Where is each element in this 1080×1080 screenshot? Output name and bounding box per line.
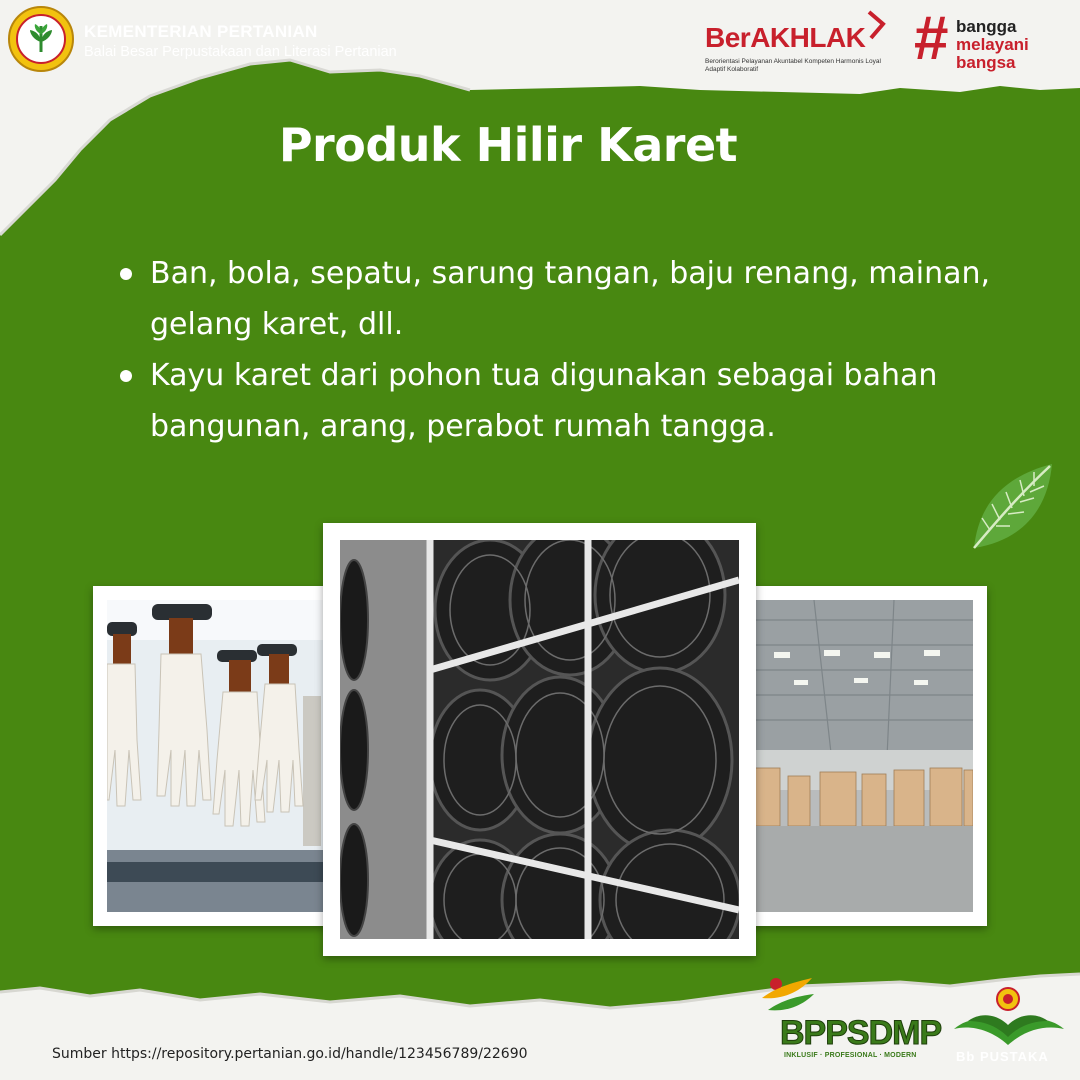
- berakhlak-wordmark: BerAKHLAK: [705, 22, 866, 53]
- bppsdmp-logo: [758, 972, 942, 1068]
- bullet-text: Kayu karet dari pohon tua digunakan sebagai bahan bangunan, arang, perabot rumah tangga.: [150, 358, 938, 444]
- ministry-header: [0, 0, 430, 90]
- leaf-icon: [968, 460, 1058, 556]
- pustaka-wordmark: Bb PUSTAKA: [956, 1049, 1049, 1064]
- bangga-text: [956, 18, 1029, 72]
- bangga-line-3: bangsa: [956, 53, 1016, 72]
- berakhlak-logo: [705, 10, 895, 80]
- ministry-subtitle: Balai Besar Perpustakaan dan Literasi Pertanian: [84, 44, 397, 60]
- page-title: Produk Hilir Karet: [278, 118, 738, 172]
- photo-tire-rack: [323, 523, 756, 956]
- bangga-line-2: melayani: [956, 35, 1029, 54]
- ministry-name: KEMENTERIAN PERTANIAN: [84, 22, 318, 41]
- bullet-dot: [120, 268, 132, 280]
- berakhlak-tagline: Berorientasi Pelayanan Akuntabel Kompeten Harmonis Loyal Adaptif Kolaboratif: [705, 58, 881, 73]
- bppsdmp-logo-icon: [758, 972, 818, 1016]
- bangga-melayani-bangsa-logo: [912, 4, 1052, 78]
- pustaka-logo-icon: [950, 985, 1068, 1051]
- berakhlak-chevron-icon: [865, 10, 889, 40]
- bppsdmp-tagline: INKLUSIF · PROFESIONAL · MODERN: [784, 1052, 917, 1059]
- ministry-emblem-icon: [8, 6, 74, 72]
- bullet-item: [118, 248, 998, 350]
- source-citation: Sumber https://repository.pertanian.go.id/handle/123456789/22690: [52, 1046, 528, 1062]
- glove-factory-image: [107, 600, 324, 912]
- pustaka-logo: [950, 985, 1068, 1075]
- bullet-dot: [120, 370, 132, 382]
- bullet-item: [118, 350, 998, 452]
- bullet-text: Ban, bola, sepatu, sarung tangan, baju renang, mainan, gelang karet, dll.: [150, 256, 991, 342]
- wood-warehouse-image: [754, 600, 973, 912]
- hashtag-icon: #: [914, 4, 949, 73]
- bppsdmp-wordmark: BPPSDMP: [780, 1014, 942, 1052]
- tire-rack-image: [340, 540, 739, 939]
- photo-glove-factory: [93, 586, 338, 926]
- photo-wood-warehouse: [740, 586, 987, 926]
- bangga-line-1: bangga: [956, 17, 1017, 36]
- bullet-list: [118, 248, 998, 452]
